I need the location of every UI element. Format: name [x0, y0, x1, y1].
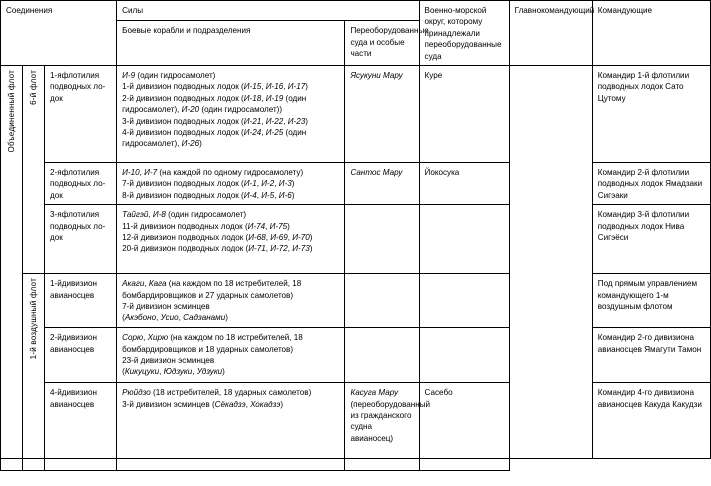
header-naval-district: Военно-морской округ, которому принадлежали переоборудованные суда: [419, 1, 509, 66]
commander-text: Командир 3-й флотилии подводных лодок Нива Сигэёси: [597, 210, 690, 243]
commander-cell: [592, 205, 710, 274]
unit-name-line1: [50, 332, 111, 343]
forces-line: 7-й дивизион подводных лодок (И-1, И-2, И-3): [122, 179, 295, 189]
unit-name-cell: [45, 163, 117, 205]
converted-ships-cell: [345, 328, 419, 383]
naval-district-cell: Йокосука: [419, 163, 509, 205]
table-row: [1, 274, 711, 328]
table-body: [1, 66, 711, 471]
converted-ships-cell: [345, 66, 419, 163]
unit-name-line1: [50, 70, 111, 81]
empty-cell: [23, 459, 45, 471]
forces-line: (Акэбоно, Усио, Садзанами): [122, 313, 228, 323]
forces-line: 12-й дивизион подводных лодок (И-68, И-69, И-70): [122, 233, 313, 243]
fleet-group-label: [1, 66, 23, 459]
forces-cell: [117, 205, 345, 274]
commander-cell: [592, 274, 710, 328]
forces-line: Рюйдзо (18 истребителей, 18 ударных самолетов): [122, 388, 312, 398]
unit-name-rest: авианосцев: [50, 344, 95, 354]
table-row: [1, 328, 711, 383]
header-row-1: [1, 1, 711, 21]
commander-cell: [592, 383, 710, 459]
fleet-group-label-text: Объединенный флот: [7, 70, 16, 153]
table-row: [1, 163, 711, 205]
table-row: [1, 205, 711, 274]
unit-name-cell: [45, 66, 117, 163]
forces-line: 2-й дивизион подводных лодок (И-18, И-19 (один гидросамолет), И-20 (один гидросамолет)): [122, 93, 307, 115]
table-header: [1, 1, 711, 66]
converted-ships-cell: [345, 274, 419, 328]
unit-type: дивизион: [61, 279, 98, 289]
converted-ships-text: Касуга Мару (переоборудованный из гражданского судна авианосец): [350, 388, 431, 443]
unit-type: дивизион: [61, 388, 98, 398]
subfleet-group-label: [23, 274, 45, 459]
header-forces: Силы: [117, 1, 419, 21]
unit-name-cell: [45, 328, 117, 383]
unit-name-line1: [50, 209, 111, 220]
converted-ships-text: Сантос Мару: [350, 168, 403, 178]
forces-line: Акаги, Кага (на каждом по 18 истребителей, 18 бомбардировщиков и 27 ударных самолетов): [122, 279, 302, 300]
forces-cell: [117, 328, 345, 383]
naval-district-cell: Куре: [419, 66, 509, 163]
forces-line: 7-й дивизион эсминцев: [122, 302, 210, 312]
unit-ordinal: 1-й: [50, 279, 62, 289]
forces-line: 1-й дивизион подводных лодок (И-15, И-16, И-17): [122, 82, 308, 92]
commander-text: Командир 2-й флотилии подводных лодок Ямадзаки Сигэаки: [597, 168, 703, 200]
forces-cell: [117, 383, 345, 459]
forces-line: 3-й дивизион эсминцев (Сёкадзэ, Хокадзэ): [122, 399, 284, 409]
commander-text: Командир 1-й флотилии подводных лодок Сато Цутому: [597, 71, 690, 103]
table-row: [1, 383, 711, 459]
commander-text: Под прямым управлением командующего 1-м воздушным флотом: [597, 279, 698, 312]
forces-line: 4-й дивизион подводных лодок (И-24, И-25 (один гидросамолет), И-26): [122, 128, 307, 149]
converted-ships-cell: [345, 383, 431, 459]
unit-name-rest: авианосцев: [50, 399, 95, 409]
subfleet-group-label-text: 1-й воздушный флот: [29, 278, 39, 360]
commander-cell: [592, 66, 710, 163]
unit-name-line1: [50, 167, 111, 178]
unit-type: флотилия: [61, 168, 100, 178]
forces-cell: [117, 274, 345, 328]
forces-line: 20-й дивизион подводных лодок (И-71, И-72, И-73): [122, 244, 313, 254]
forces-line: И-10, И-7 (на каждой по одному гидросамолету): [122, 168, 304, 178]
forces-line: 11-й дивизион подводных лодок (И-74, И-75): [122, 221, 290, 231]
header-formations: Соединения: [1, 1, 117, 66]
unit-type: дивизион: [61, 333, 98, 343]
unit-name-line1: [50, 278, 111, 289]
forces-line: 8-й дивизион подводных лодок (И-4, И-5, И-6): [122, 190, 295, 200]
unit-ordinal: 3-я: [50, 210, 62, 220]
forces-line: Сорю, Хирю (на каждом по 18 истребителей, 18 бомбардировщиков и 18 ударных самолетов): [122, 333, 303, 354]
unit-ordinal: 1-я: [50, 71, 62, 81]
header-commander-in-chief: Главнокомандующий: [509, 1, 592, 66]
commander-cell: [592, 328, 710, 383]
empty-cell: [345, 459, 419, 471]
naval-district-cell: [419, 328, 509, 383]
subfleet-group-label-text: 6-й флот: [29, 70, 39, 105]
unit-ordinal: 2-й: [50, 333, 62, 343]
unit-name-cell: [45, 383, 117, 459]
forces-line: И-9 (один гидросамолет): [122, 71, 216, 81]
unit-ordinal: 4-й: [50, 388, 62, 398]
converted-ships-cell: [345, 205, 419, 274]
header-warships: Боевые корабли и подразделения: [117, 21, 345, 66]
table-row-partial: [1, 459, 711, 471]
unit-name-rest: подводных ло-док: [50, 179, 106, 200]
converted-ships-cell: [345, 163, 419, 205]
header-converted-ships: Переоборудованные суда и особые части: [345, 21, 419, 66]
commander-text: Командир 2-го дивизиона авианосцев Ямагути Тамон: [597, 333, 702, 354]
converted-ships-text: Ясукуни Мару: [350, 71, 403, 81]
forces-cell: [117, 163, 345, 205]
forces-line: 3-й дивизион подводных лодок (И-21, И-22, И-23): [122, 116, 308, 126]
unit-type: флотилия: [61, 71, 100, 81]
unit-name-line1: [50, 387, 111, 398]
commander-text: Командир 4-го дивизиона авианосцев Какуда Какудзи: [597, 388, 702, 409]
unit-type: флотилия: [61, 210, 100, 220]
forces-line: Тайгэй, И-8 (один гидросамолет): [122, 210, 247, 220]
table-row: [1, 66, 711, 163]
naval-district-cell: [419, 205, 509, 274]
empty-cell: [117, 459, 345, 471]
unit-name-cell: [45, 274, 117, 328]
commander-in-chief-cell: [509, 66, 592, 459]
forces-line: (Кикуцуки, Юдзуки, Удзуки): [122, 367, 225, 377]
commander-cell: [592, 163, 710, 205]
empty-cell: [419, 459, 509, 471]
unit-name-cell: [45, 205, 117, 274]
naval-district-cell: Сасебо: [419, 383, 509, 459]
header-commanders: Командующие: [592, 1, 710, 66]
unit-name-rest: авианосцев: [50, 290, 95, 300]
unit-name-rest: подводных ло-док: [50, 221, 106, 243]
unit-ordinal: 2-я: [50, 168, 62, 178]
forces-line: 23-й дивизион эсминцев: [122, 356, 215, 366]
naval-district-cell: [419, 274, 509, 328]
empty-cell: [45, 459, 117, 471]
forces-cell: [117, 66, 345, 163]
unit-name-rest: подводных ло-док: [50, 82, 106, 103]
empty-cell: [1, 459, 23, 471]
subfleet-group-label: [23, 66, 45, 274]
